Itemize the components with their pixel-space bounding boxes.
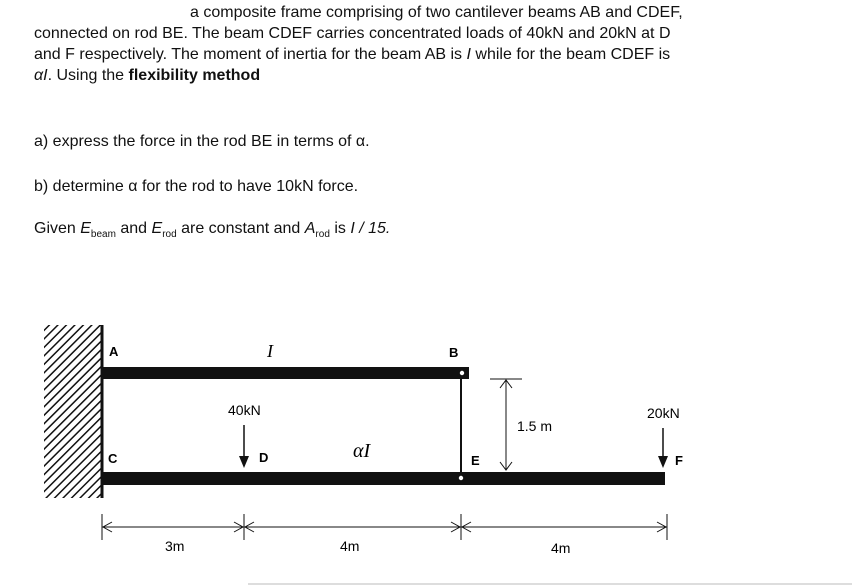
area-symbol: A (304, 220, 316, 237)
modulus-symbol-rod: E (151, 220, 163, 237)
method-name: flexibility method (128, 67, 261, 84)
rod-subscript: rod (162, 229, 177, 241)
given-is: is (329, 220, 351, 237)
inertia-AB: I (267, 341, 273, 361)
problem-line-2: connected on rod BE. The beam CDEF carries concentrated loads of 40kN and 20kN at D (34, 25, 671, 42)
rod-subscript-area: rod (315, 229, 330, 241)
beam-CDEF (102, 472, 665, 485)
label-C: C (108, 451, 118, 466)
problem-line-3-tail: while for the beam CDEF is (470, 46, 671, 63)
pin-B (460, 371, 464, 375)
beam-AB (102, 367, 469, 379)
load-F-arrowhead (658, 456, 668, 468)
label-D: D (259, 450, 269, 465)
inertia-symbol: I (466, 46, 471, 63)
frame-diagram (0, 300, 852, 586)
pin-E (459, 476, 463, 480)
problem-line-3 (34, 44, 824, 65)
question-b: b) determine α for the rod to have 10kN force. (34, 178, 359, 195)
given-and: and (115, 220, 152, 237)
label-E: E (471, 453, 480, 468)
label-A: A (109, 344, 119, 359)
problem-line-3-text: and F respectively. The moment of inertia for the beam AB is (34, 46, 463, 63)
given-line (34, 220, 390, 240)
area-ratio: I / 15. (350, 220, 391, 237)
span-EF-label: 4m (551, 540, 571, 556)
label-F: F (675, 453, 683, 468)
fixed-wall-support (44, 325, 102, 498)
question-a: a) express the force in the rod BE in terms of α. (34, 133, 370, 150)
problem-line-4-sep: . Using the (47, 67, 129, 84)
load-D-label: 40kN (228, 402, 261, 418)
beam-subscript: beam (90, 229, 116, 241)
given-prefix: Given (34, 220, 81, 237)
label-B: B (449, 345, 459, 360)
load-F-label: 20kN (647, 405, 680, 421)
problem-line-1: a composite frame comprising of two cantilever beams AB and CDEF, (190, 4, 683, 21)
span-DE-label: 4m (340, 538, 360, 554)
rod-length-label: 1.5 m (517, 418, 553, 434)
alpha-inertia-symbol: αI (34, 67, 48, 84)
span-CD-label: 3m (165, 538, 185, 554)
given-are: are constant and (176, 220, 305, 237)
problem-statement (34, 2, 824, 86)
problem-line-4 (34, 65, 824, 86)
inertia-CDEF: αI (353, 440, 371, 462)
load-D-arrowhead (239, 456, 249, 468)
modulus-symbol: E (80, 220, 91, 237)
